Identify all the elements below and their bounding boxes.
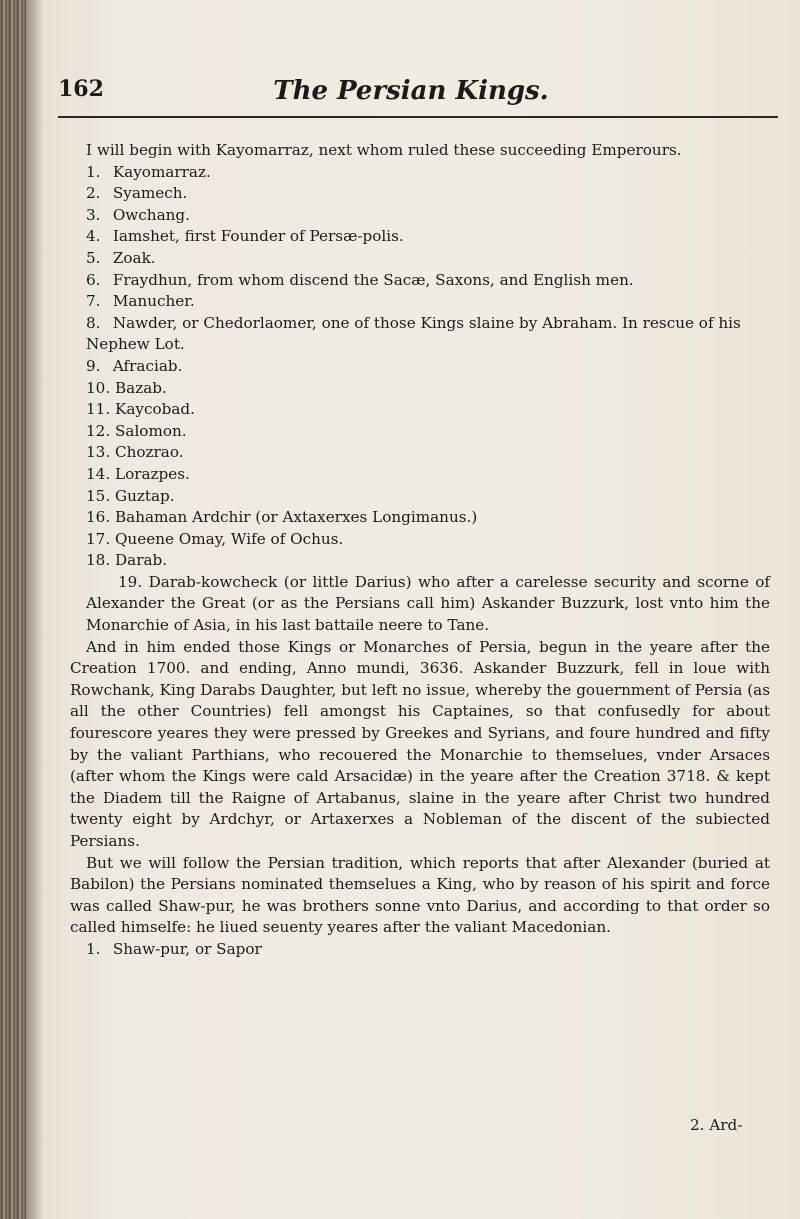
item-text: Afraciab. [112,356,183,375]
item-text: Fraydhun, from whom discend the Sacæ, Saxons, and English men. [112,270,634,289]
page-header [58,76,764,116]
intro-paragraph: I will begin with Kayomarraz, next whom ruled these succeeding Emperours. [86,141,682,159]
item-number: 14. [86,464,111,483]
item-number: 1. [86,939,101,958]
list-item [70,313,770,356]
item-number: 19. [118,572,143,591]
item-text: Darab. [114,551,168,570]
item-text: Guztap. [114,486,175,505]
list-item [70,378,770,400]
item-text: Darab-kowcheck (or little Darius) who after a carelesse security and scorne of Alexander the Great (or as the Persians call him) Askander Buzzurk, lost vnto him the Monarchie of Asia, in his last battaile neere to Tane. [86,572,771,635]
item-text: Nawder, or Chedorlaomer, one of those Kings slaine by Abraham. In rescue of his Nephew Lot. [86,313,741,354]
item-text: Kaycobad. [114,400,195,419]
item-text: Iamshet, first Founder of Persæ-polis. [112,227,404,246]
item-number: 7. [86,292,101,311]
item-text: Manucher. [112,292,195,311]
item-number: 15. [86,486,111,505]
list-item [70,205,770,227]
item-text: Queene Omay, Wife of Ochus. [114,529,344,548]
item-number: 1. [86,162,101,181]
list-item [70,550,770,572]
list-item [70,442,770,464]
list-item [70,464,770,486]
list-item [70,486,770,508]
page-number: 162 [58,76,104,102]
item-number: 17. [86,529,111,548]
item-number: 11. [86,400,111,419]
list-item [70,291,770,313]
list-item [70,248,770,270]
list-item [70,183,770,205]
body-paragraph: And in him ended those Kings or Monarches of Persia, begun in the yeare after the Creation 1700. and ending, Anno mundi, 3636. Askander Buzzurk, fell in loue with Rowchank, King Darabs Daughter, but left no issue, whereby the gouernment of Persia (as all the other Countries) fell amongst his Captaines, so that confusedly for about fourescore yeares they were pressed by Greekes and Syrians, and foure hundred and fifty by the valiant Parthians, who recouered the Monarchie to themselues, vnder Arsaces (after whom the Kings were cald Arsacidæ) in the yeare after the Creation 3718. & kept the Diadem till the Raigne of Artabanus, slaine in the yeare after Christ two hundred twenty eight by Ardchyr, or Artaxerxes a Nobleman of the discent of the subiected Persians. [70,637,770,850]
body-paragraph: But we will follow the Persian tradition, which reports that after Alexander (buried at Babilon) the Persians nominated themselues a King, who by reason of his spirit and force was called Shaw-pur, he was brothers sonne vnto Darius, and according to that order so called himselfe: he liued seuenty yeares after the valiant Macedonian. [70,853,770,937]
item-text: Bazab. [114,378,167,397]
item-number: 9. [86,356,101,375]
list-item [70,270,770,292]
item-number: 3. [86,205,101,224]
item-text: Owchang. [112,205,190,224]
list-item [70,356,770,378]
book-binding [0,0,26,1219]
item-text: Chozrao. [114,443,184,462]
item-text: Lorazpes. [114,464,190,483]
item-number: 16. [86,508,111,527]
item-number: 2. [86,184,101,203]
list-item [70,421,770,443]
catchword: 2. Ard- [690,1116,743,1134]
kings-list [70,162,770,637]
item-number: 5. [86,248,101,267]
item-number: 12. [86,421,111,440]
item-number: 18. [86,551,111,570]
page-body [70,140,770,961]
list-item [70,399,770,421]
list-item [70,507,770,529]
list-item [70,226,770,248]
gutter-shadow [26,0,44,1219]
item-text: Bahaman Ardchir (or Axtaxerxes Longimanus.) [114,508,478,527]
list-item [70,162,770,184]
item-number: 8. [86,313,101,332]
item-text: Shaw-pur, or Sapor [112,939,262,958]
item-number: 10. [86,378,111,397]
item-text: Syamech. [112,184,188,203]
list-item [70,572,770,637]
item-number: 6. [86,270,101,289]
item-text: Salomon. [114,421,187,440]
item-text: Kayomarraz. [112,162,211,181]
running-title: The Persian Kings. [273,76,549,106]
item-text: Zoak. [112,248,156,267]
list-item [70,939,770,961]
item-number: 4. [86,227,101,246]
header-rule [58,116,778,118]
list-item [70,529,770,551]
item-number: 13. [86,443,111,462]
